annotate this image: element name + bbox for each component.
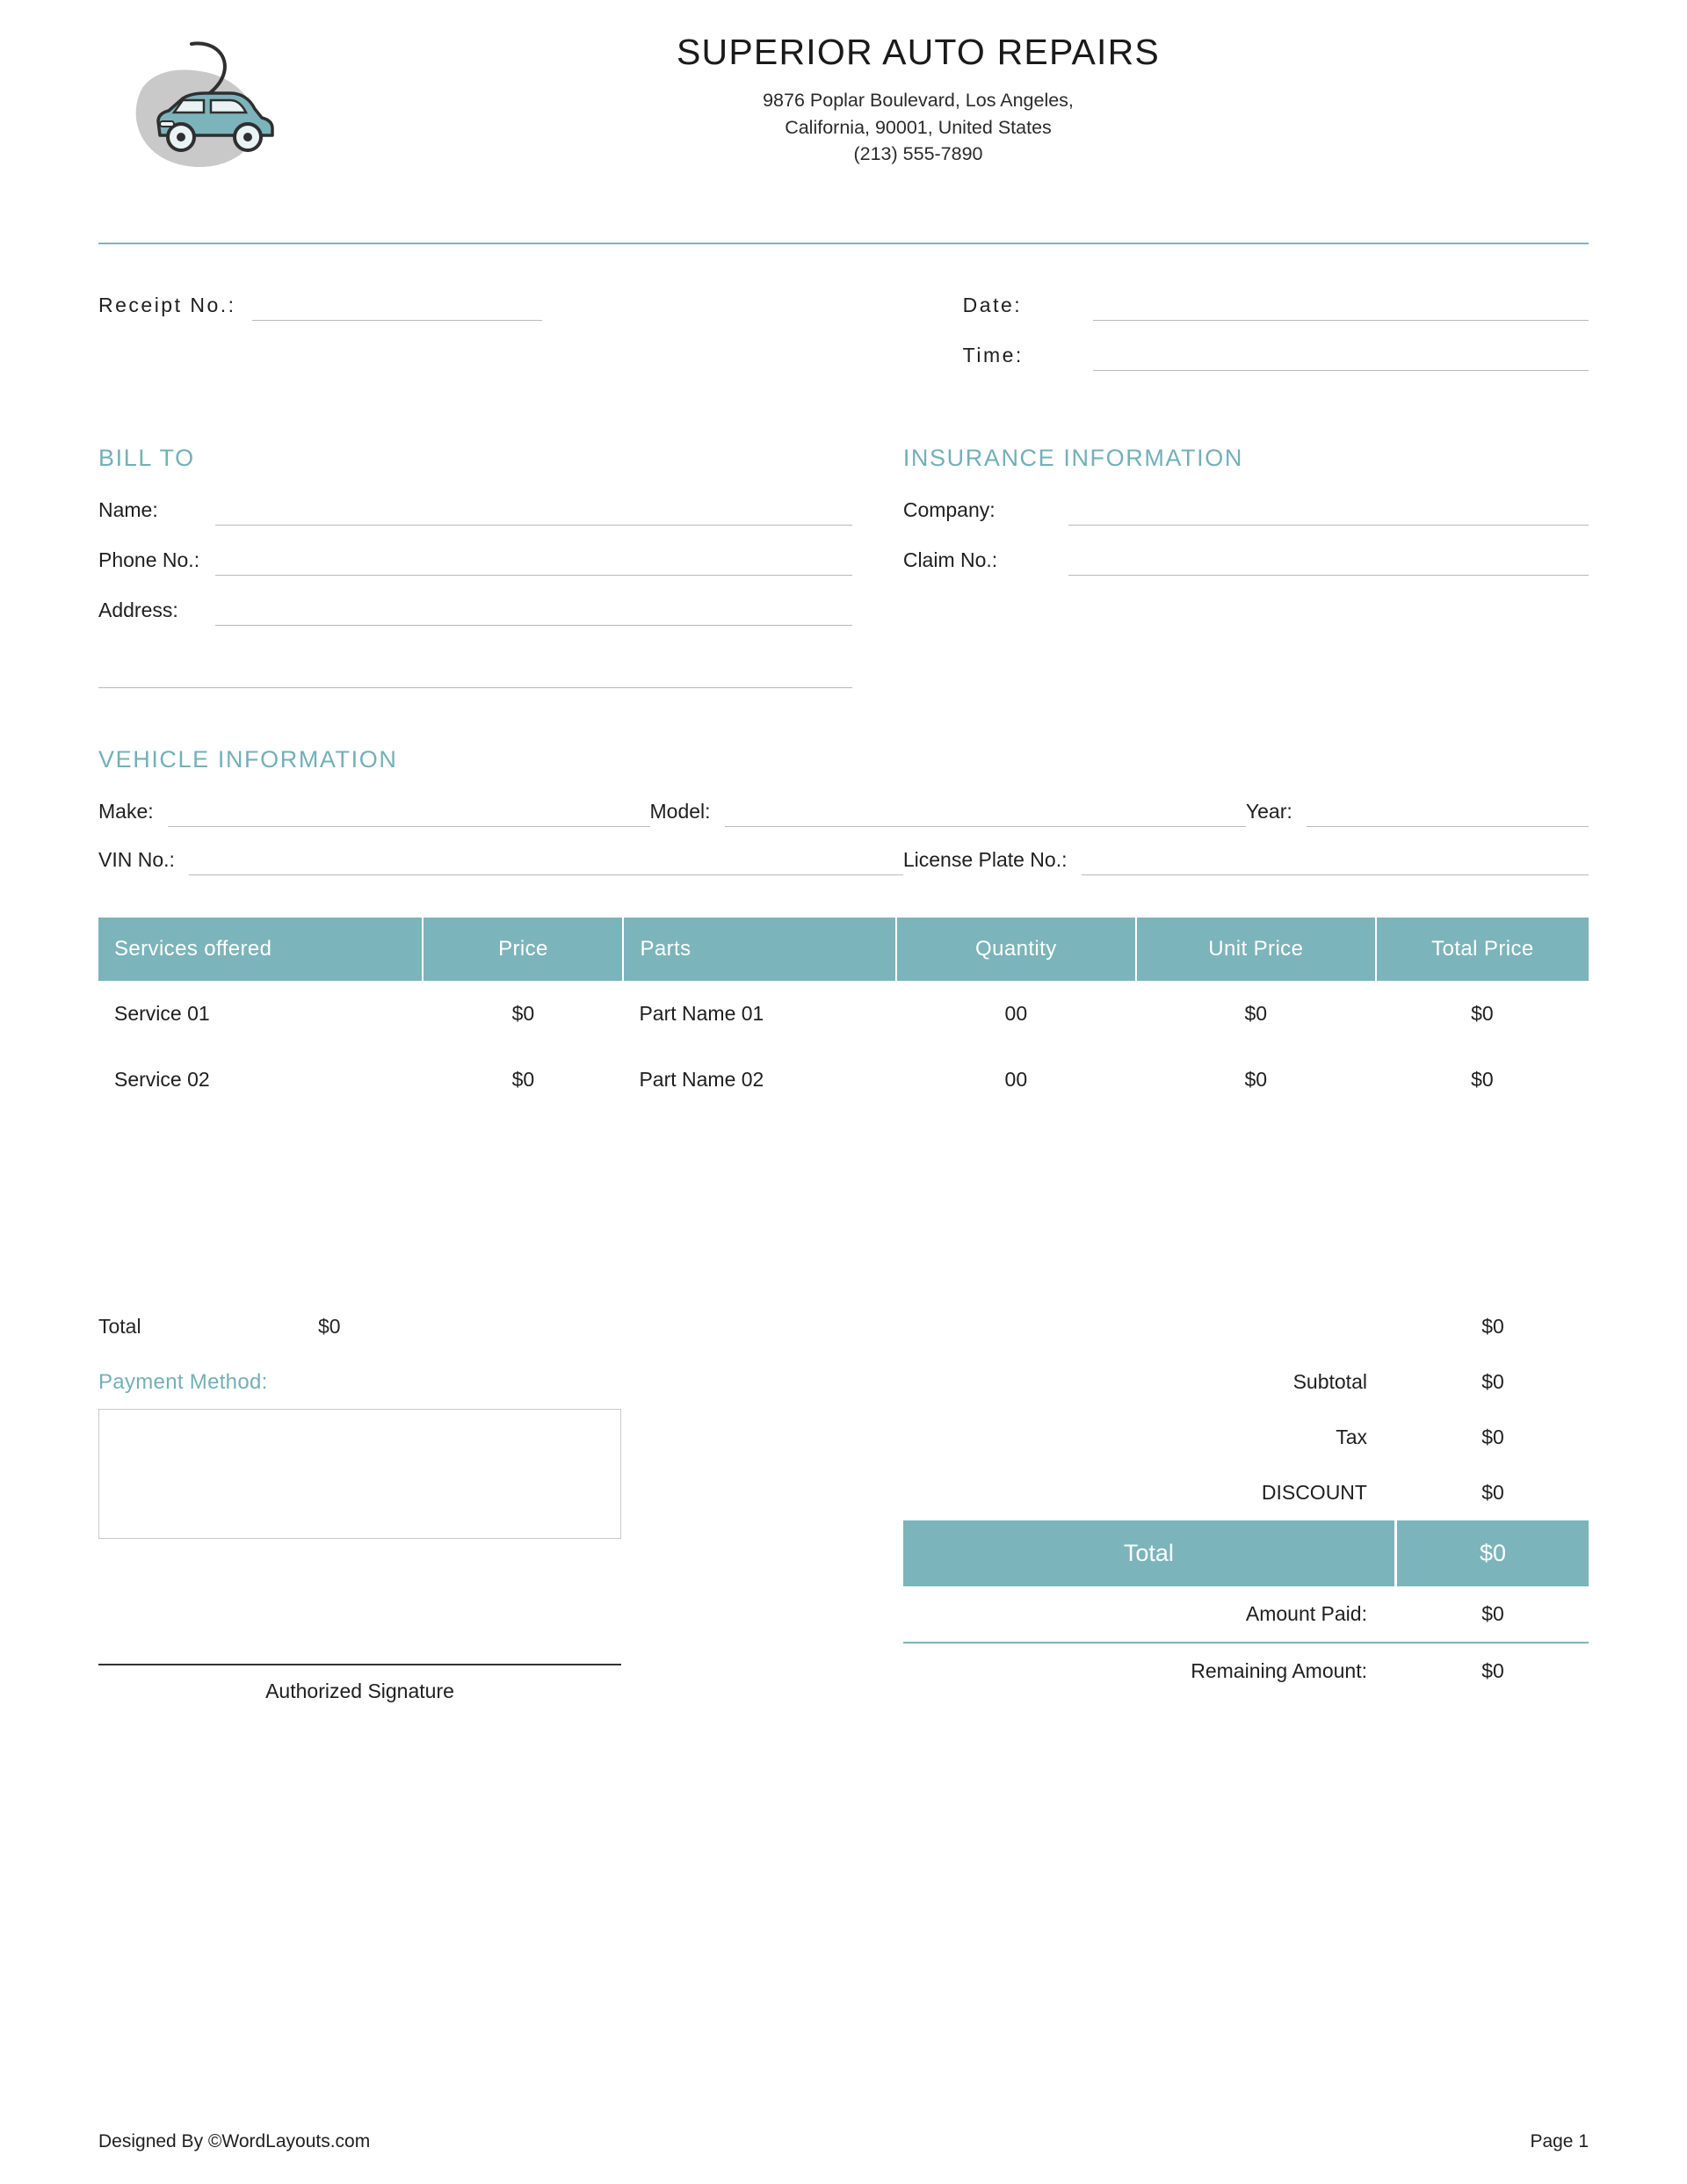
summary-total-label: Total (903, 1520, 1397, 1586)
header-divider (98, 243, 1589, 244)
vehicle-year-field[interactable] (1246, 800, 1589, 827)
summary-subtotal-value: $0 (1481, 1370, 1504, 1393)
table-header-row (98, 918, 1589, 981)
summary-row-subtotal (903, 1354, 1589, 1410)
bill-name-input[interactable] (215, 498, 852, 526)
vehicle-vin-input[interactable] (189, 848, 903, 875)
footer-credit: Designed By ©WordLayouts.com (98, 2131, 371, 2151)
company-address-line1: 9876 Poplar Boulevard, Los Angeles, (763, 90, 1074, 111)
summary-block (903, 1315, 1589, 1703)
receipt-no-field[interactable] (98, 294, 963, 321)
column-header-unit-price: Unit Price (1136, 918, 1376, 981)
cell-quantity: 00 (1004, 1068, 1028, 1091)
bill-address-input-line2[interactable] (98, 649, 852, 688)
bill-name-label: Name: (98, 498, 158, 521)
insurance-title: INSURANCE INFORMATION (902, 445, 1243, 471)
receipt-no-input[interactable] (252, 294, 542, 321)
cell-price: $0 (511, 1068, 535, 1091)
summary-amount-paid-value: $0 (1481, 1602, 1504, 1625)
page-footer (98, 2131, 1589, 2152)
vehicle-make-label: Make: (98, 800, 154, 823)
summary-row-tax (903, 1410, 1589, 1465)
company-name: SUPERIOR AUTO REPAIRS (677, 32, 1160, 72)
column-header-parts: Parts (623, 918, 895, 981)
vehicle-plate-input[interactable] (1082, 848, 1589, 875)
bill-address-label: Address: (98, 599, 178, 621)
column-header-quantity: Quantity (896, 918, 1136, 981)
vehicle-plate-label: License Plate No.: (902, 848, 1068, 871)
cell-unit-price: $0 (1244, 1002, 1268, 1025)
summary-total-value: $0 (1397, 1520, 1589, 1586)
summary-tax-value: $0 (1481, 1426, 1504, 1448)
summary-first-label (903, 1327, 1397, 1343)
column-header-price: Price (423, 918, 623, 981)
summary-row-first (903, 1315, 1589, 1354)
date-field[interactable] (963, 294, 1589, 321)
summary-row-total (903, 1520, 1589, 1586)
company-address-line2: California, 90001, United States (785, 116, 1052, 138)
vehicle-make-field[interactable] (98, 800, 650, 827)
table-row[interactable] (98, 981, 1589, 1047)
time-label: Time: (962, 344, 1024, 366)
insurance-company-label: Company: (902, 498, 996, 521)
cell-quantity: 00 (1004, 1002, 1028, 1025)
company-logo (98, 32, 300, 186)
insurance-claim-field[interactable] (903, 548, 1589, 576)
summary-discount-label: DISCOUNT (1261, 1481, 1367, 1504)
vehicle-model-field[interactable] (650, 800, 1246, 827)
vehicle-information-section (98, 746, 1589, 875)
time-field[interactable] (963, 344, 1589, 371)
summary-subtotal-label: Subtotal (1292, 1370, 1367, 1393)
payment-method-label: Payment Method: (98, 1370, 268, 1394)
date-input[interactable] (1093, 294, 1589, 321)
cell-total-price: $0 (1471, 1002, 1494, 1025)
receipt-meta (98, 294, 1589, 394)
summary-remaining-label: Remaining Amount: (1191, 1659, 1367, 1682)
left-total-row (98, 1315, 903, 1344)
left-total-label: Total (98, 1315, 141, 1338)
bill-to-block (98, 445, 903, 688)
insurance-block (903, 445, 1589, 688)
vehicle-title: VEHICLE INFORMATION (98, 746, 398, 773)
time-input[interactable] (1093, 344, 1589, 371)
bill-insurance-section (98, 445, 1589, 688)
vehicle-year-label: Year: (1245, 800, 1292, 823)
vehicle-year-input[interactable] (1307, 800, 1589, 827)
insurance-company-field[interactable] (903, 498, 1589, 526)
cell-service: Service 02 (114, 1068, 210, 1091)
services-parts-table (98, 918, 1589, 1113)
column-header-total-price: Total Price (1376, 918, 1589, 981)
bill-phone-label: Phone No.: (98, 548, 200, 571)
payment-method-input[interactable] (98, 1409, 621, 1539)
bill-address-field[interactable] (98, 599, 852, 626)
summary-row-amount-paid (903, 1586, 1589, 1643)
summary-tax-label: Tax (1336, 1426, 1367, 1448)
date-label: Date: (962, 294, 1023, 316)
bill-phone-field[interactable] (98, 548, 852, 576)
vehicle-plate-field[interactable] (903, 848, 1589, 875)
document-header (98, 0, 1589, 237)
insurance-claim-label: Claim No.: (902, 548, 998, 571)
bill-address-input[interactable] (215, 599, 852, 626)
cell-part: Part Name 02 (639, 1068, 764, 1091)
summary-discount-value: $0 (1481, 1481, 1504, 1504)
column-header-services: Services offered (98, 918, 423, 981)
company-info (300, 32, 1589, 168)
insurance-company-input[interactable] (1068, 498, 1589, 526)
car-logo-icon (107, 37, 292, 186)
cell-part: Part Name 01 (639, 1002, 764, 1025)
summary-first-value: $0 (1481, 1315, 1504, 1338)
summary-row-remaining (903, 1643, 1589, 1699)
company-phone: (213) 555-7890 (853, 143, 983, 165)
vehicle-make-input[interactable] (168, 800, 650, 827)
lower-section (98, 1315, 1589, 1703)
vehicle-model-input[interactable] (725, 800, 1246, 827)
vehicle-model-label: Model: (649, 800, 711, 823)
bill-name-field[interactable] (98, 498, 852, 526)
summary-remaining-value: $0 (1481, 1659, 1504, 1682)
bill-phone-input[interactable] (215, 548, 852, 576)
footer-page-number: Page 1 (1530, 2131, 1589, 2151)
summary-row-discount (903, 1465, 1589, 1520)
summary-amount-paid-label: Amount Paid: (1245, 1602, 1367, 1625)
cell-service: Service 01 (114, 1002, 210, 1025)
signature-caption: Authorized Signature (265, 1680, 454, 1702)
receipt-no-label: Receipt No.: (98, 294, 236, 316)
cell-unit-price: $0 (1244, 1068, 1268, 1091)
payment-block (98, 1315, 903, 1703)
vehicle-vin-field[interactable] (98, 848, 903, 875)
left-total-value: $0 (318, 1315, 341, 1338)
cell-price: $0 (511, 1002, 535, 1025)
insurance-claim-input[interactable] (1068, 548, 1589, 576)
bill-to-title: BILL TO (98, 445, 195, 471)
table-row[interactable] (98, 1047, 1589, 1113)
vehicle-vin-label: VIN No.: (98, 848, 175, 871)
cell-total-price: $0 (1471, 1068, 1494, 1091)
